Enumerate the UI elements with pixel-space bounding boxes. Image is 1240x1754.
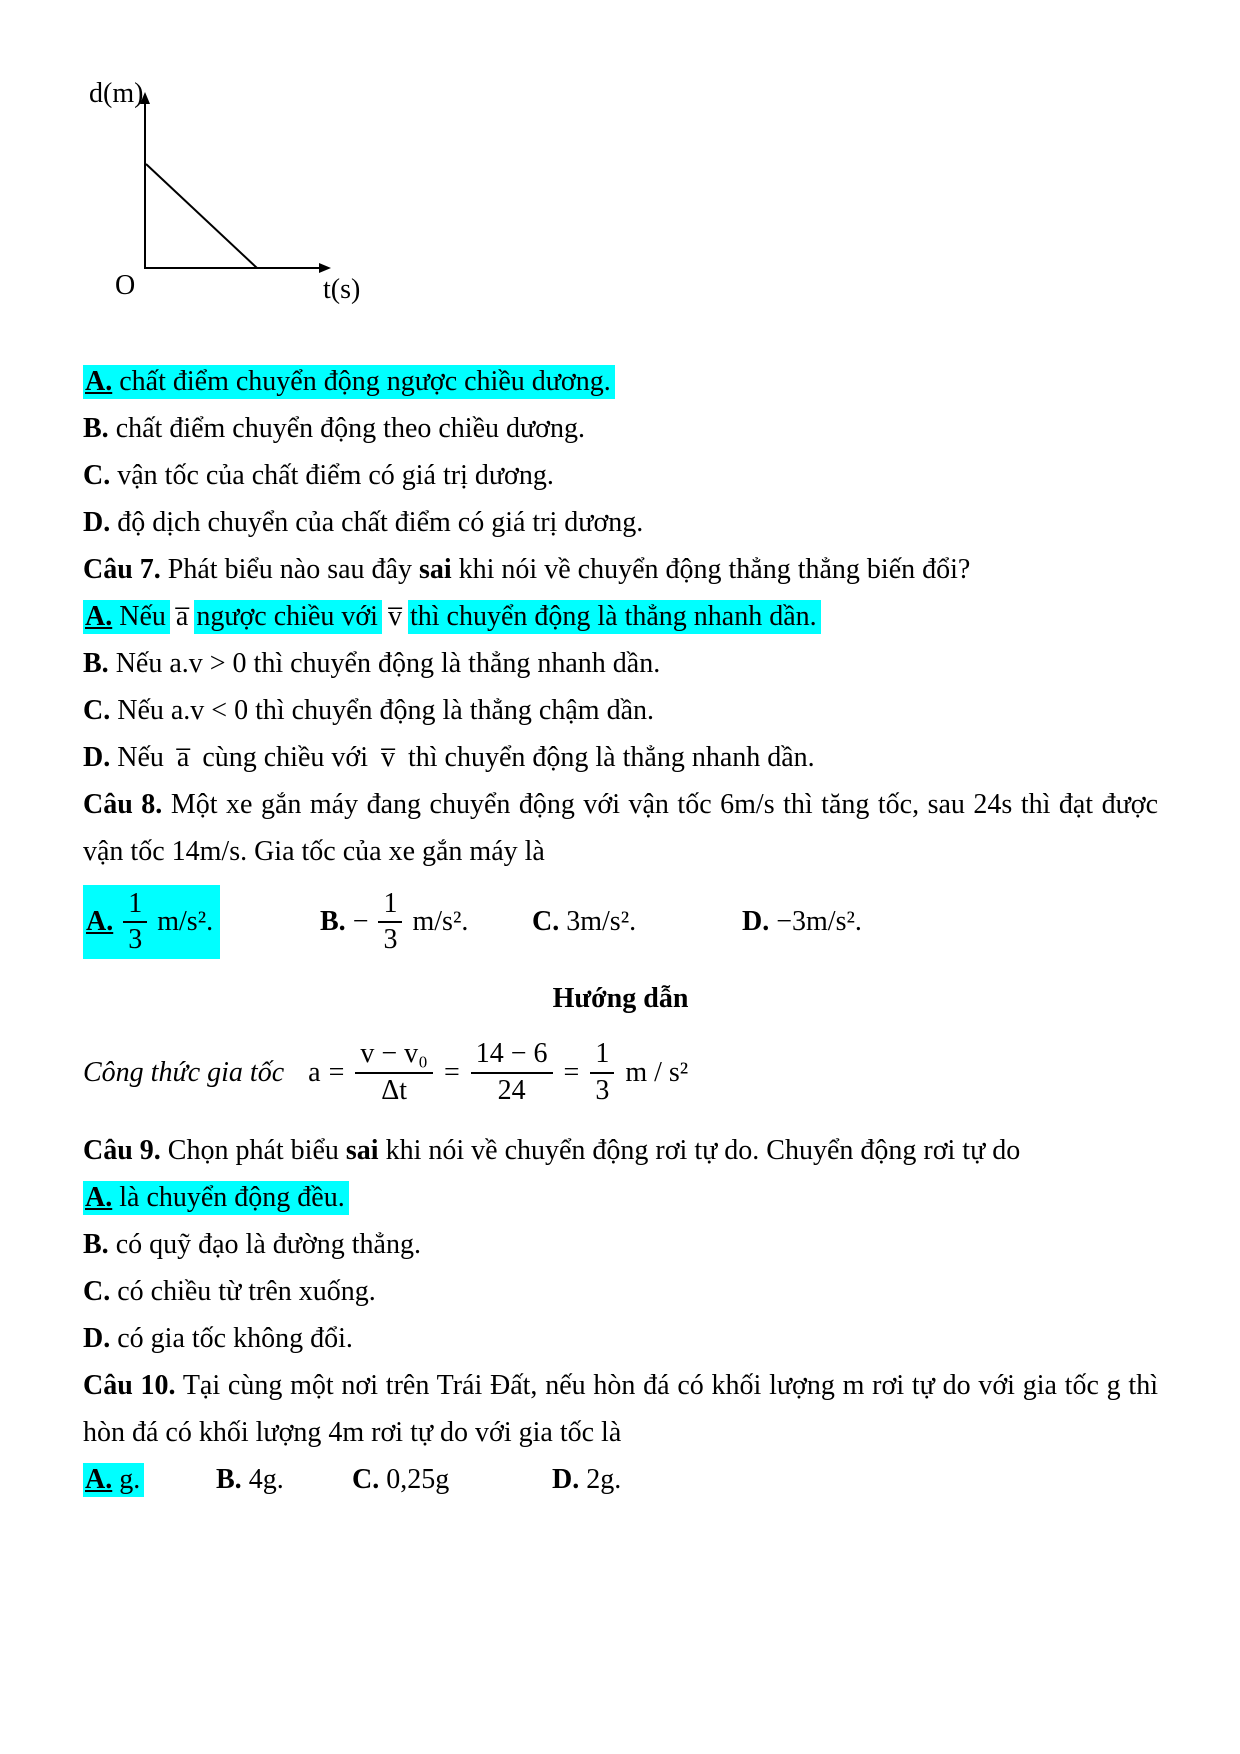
option-text: có quỹ đạo là đường thẳng. xyxy=(115,1228,421,1260)
option-text: thì chuyển động là thẳng nhanh dần. xyxy=(407,742,815,773)
option-label: A. xyxy=(85,366,113,397)
formula-unit: m / s² xyxy=(625,1057,689,1089)
formula-lhs: a xyxy=(308,1057,321,1089)
option-text: Nếu xyxy=(117,742,164,773)
question-number: Câu 7. xyxy=(83,554,161,585)
option-unit: m/s². xyxy=(412,906,469,938)
option-label: D. xyxy=(552,1463,580,1495)
option-line-q9-d xyxy=(83,1315,1158,1362)
vector-v-symbol: v̅ xyxy=(382,601,408,632)
fraction-numerator: v − v₀ xyxy=(355,1038,433,1073)
question-10-text xyxy=(83,1362,1158,1456)
fraction-numerator: 1 xyxy=(123,888,147,923)
option-text: chất điểm chuyển động ngược chiều dương. xyxy=(119,366,611,397)
question-8-text xyxy=(83,781,1158,875)
option-label: B. xyxy=(83,413,109,444)
option-label: C. xyxy=(83,1275,111,1307)
option-line-q9-a xyxy=(83,1174,1158,1221)
fraction-denominator: 3 xyxy=(383,924,398,956)
option-text: Nếu a.v < 0 thì chuyển động là thẳng chậm dần. xyxy=(117,695,654,726)
option-label: C. xyxy=(532,906,560,938)
option-label: A. xyxy=(86,906,114,938)
fraction-denominator: 3 xyxy=(595,1074,610,1106)
option-line-q6-c xyxy=(83,452,1158,499)
option-line-q6-b xyxy=(83,405,1158,452)
equals-sign: = xyxy=(563,1057,580,1089)
option-text: Nếu xyxy=(119,601,166,632)
question-number: Câu 10. xyxy=(83,1369,176,1401)
fraction-numerator: 14 − 6 xyxy=(471,1038,553,1073)
option-q8-a xyxy=(83,885,317,959)
question-9-text xyxy=(83,1127,1158,1174)
option-label: D. xyxy=(742,906,770,938)
vector-v-symbol: v̅ xyxy=(375,742,401,773)
option-text: 0,25g xyxy=(386,1463,450,1495)
option-line-q6-d xyxy=(83,499,1158,546)
highlighted-answer xyxy=(83,600,170,634)
equals-sign: = xyxy=(328,1057,345,1089)
formula-intro: Công thức gia tốc xyxy=(83,1057,285,1089)
option-label: D. xyxy=(83,742,111,773)
option-text: có chiều từ trên xuống. xyxy=(117,1275,376,1307)
option-line-q7-a xyxy=(83,593,1158,640)
option-text: có gia tốc không đổi. xyxy=(117,1322,353,1354)
option-line-q9-b xyxy=(83,1221,1158,1268)
displacement-time-graph xyxy=(83,78,443,324)
fraction-1-3 xyxy=(590,1038,614,1106)
question-text: Tại cùng một nơi trên Trái Đất, nếu hòn đá có khối lượng m rơi tự do với gia tốc g thì hòn đá có khối lượng 4m rơi tự do với gia tốc là xyxy=(83,1369,1158,1448)
option-label: A. xyxy=(85,1463,113,1495)
option-text: Nếu a.v > 0 thì chuyển động là thẳng nhanh dần. xyxy=(115,648,661,679)
question-8-options-row xyxy=(83,885,1158,959)
solution-heading: Hướng dẫn xyxy=(552,983,689,1015)
option-text: là chuyển động đều. xyxy=(119,1181,345,1213)
option-line-q7-b xyxy=(83,640,1158,687)
option-text: chất điểm chuyển động theo chiều dương. xyxy=(115,413,585,444)
option-label: B. xyxy=(83,648,109,679)
option-q10-b xyxy=(216,1456,352,1503)
question-text: khi nói về chuyển động thẳng thẳng biến đổi? xyxy=(458,554,971,585)
option-text: 3m/s². xyxy=(566,906,637,938)
option-text: 4g. xyxy=(248,1463,284,1495)
option-label: A. xyxy=(85,601,113,632)
option-text: cùng chiều với xyxy=(202,742,368,773)
fraction-v-v0-dt xyxy=(355,1038,433,1106)
question-10-options-row xyxy=(83,1456,1158,1503)
option-line-q7-c xyxy=(83,687,1158,734)
fraction-14-6-24 xyxy=(471,1038,553,1106)
option-q10-d xyxy=(552,1456,1158,1503)
highlighted-answer xyxy=(83,885,220,959)
fraction-denominator: Δt xyxy=(381,1074,408,1106)
option-q8-c xyxy=(532,905,742,939)
graph-origin-label: O xyxy=(115,270,136,301)
option-q8-b xyxy=(317,885,532,959)
equals-sign: = xyxy=(443,1057,460,1089)
fraction xyxy=(378,888,402,956)
fraction-denominator: 3 xyxy=(128,924,143,956)
highlighted-answer: thì chuyển động là thẳng nhanh dần. xyxy=(408,600,821,634)
question-text: Phát biểu nào sau đây xyxy=(167,554,412,585)
option-text: vận tốc của chất điểm có giá trị dương. xyxy=(117,460,554,491)
option-label: B. xyxy=(83,1228,109,1260)
option-q10-a xyxy=(83,1456,216,1503)
question-text: Chọn phát biểu xyxy=(167,1134,339,1166)
fraction-numerator: 1 xyxy=(590,1038,614,1073)
option-label: D. xyxy=(83,507,111,538)
vector-a-symbol: a̅ xyxy=(170,601,194,632)
solution-formula xyxy=(83,1038,1158,1106)
question-text: Một xe gắn máy đang chuyển động với vận tốc 6m/s thì tăng tốc, sau 24s thì đạt được vận tốc 14m/s. Gia tốc của xe gắn máy là xyxy=(83,789,1159,867)
option-line-q7-d xyxy=(83,734,1158,781)
option-text: 2g. xyxy=(586,1463,622,1495)
option-label: A. xyxy=(85,1181,113,1213)
option-content xyxy=(317,885,475,959)
highlighted-answer xyxy=(83,1463,144,1497)
option-label: C. xyxy=(352,1463,380,1495)
vector-a-symbol: a̅ xyxy=(171,742,195,773)
option-line-q9-c xyxy=(83,1268,1158,1315)
fraction-denominator: 24 xyxy=(497,1074,526,1106)
option-label: B. xyxy=(216,1463,242,1495)
option-label: C. xyxy=(83,460,111,491)
fraction-numerator: 1 xyxy=(378,888,402,923)
emphasis-word: sai xyxy=(345,1134,379,1166)
option-unit: m/s². xyxy=(157,906,214,938)
option-text: g. xyxy=(119,1463,141,1495)
graph-y-axis-label: d(m) xyxy=(89,78,144,109)
option-q8-d xyxy=(742,905,1158,939)
highlighted-answer xyxy=(83,1181,349,1215)
option-text: độ dịch chuyển của chất điểm có giá trị dương. xyxy=(117,507,644,538)
question-text: khi nói về chuyển động rơi tự do. Chuyển động rơi tự do xyxy=(385,1134,1021,1166)
option-line-q6-a xyxy=(83,358,1158,405)
emphasis-word: sai xyxy=(418,554,452,585)
option-label: D. xyxy=(83,1322,111,1354)
fraction xyxy=(123,888,147,956)
graph-axes xyxy=(83,86,443,324)
option-label: C. xyxy=(83,695,111,726)
graph-x-axis-label: t(s) xyxy=(323,274,361,305)
option-text: −3m/s². xyxy=(776,906,862,938)
question-number: Câu 9. xyxy=(83,1134,161,1166)
option-q10-c xyxy=(352,1456,552,1503)
minus-sign: − xyxy=(352,906,369,938)
question-7-text xyxy=(83,546,1158,593)
question-number: Câu 8. xyxy=(83,789,163,820)
highlighted-answer: ngược chiều với xyxy=(194,600,382,634)
option-label: B. xyxy=(320,906,346,938)
highlighted-answer xyxy=(83,365,615,399)
